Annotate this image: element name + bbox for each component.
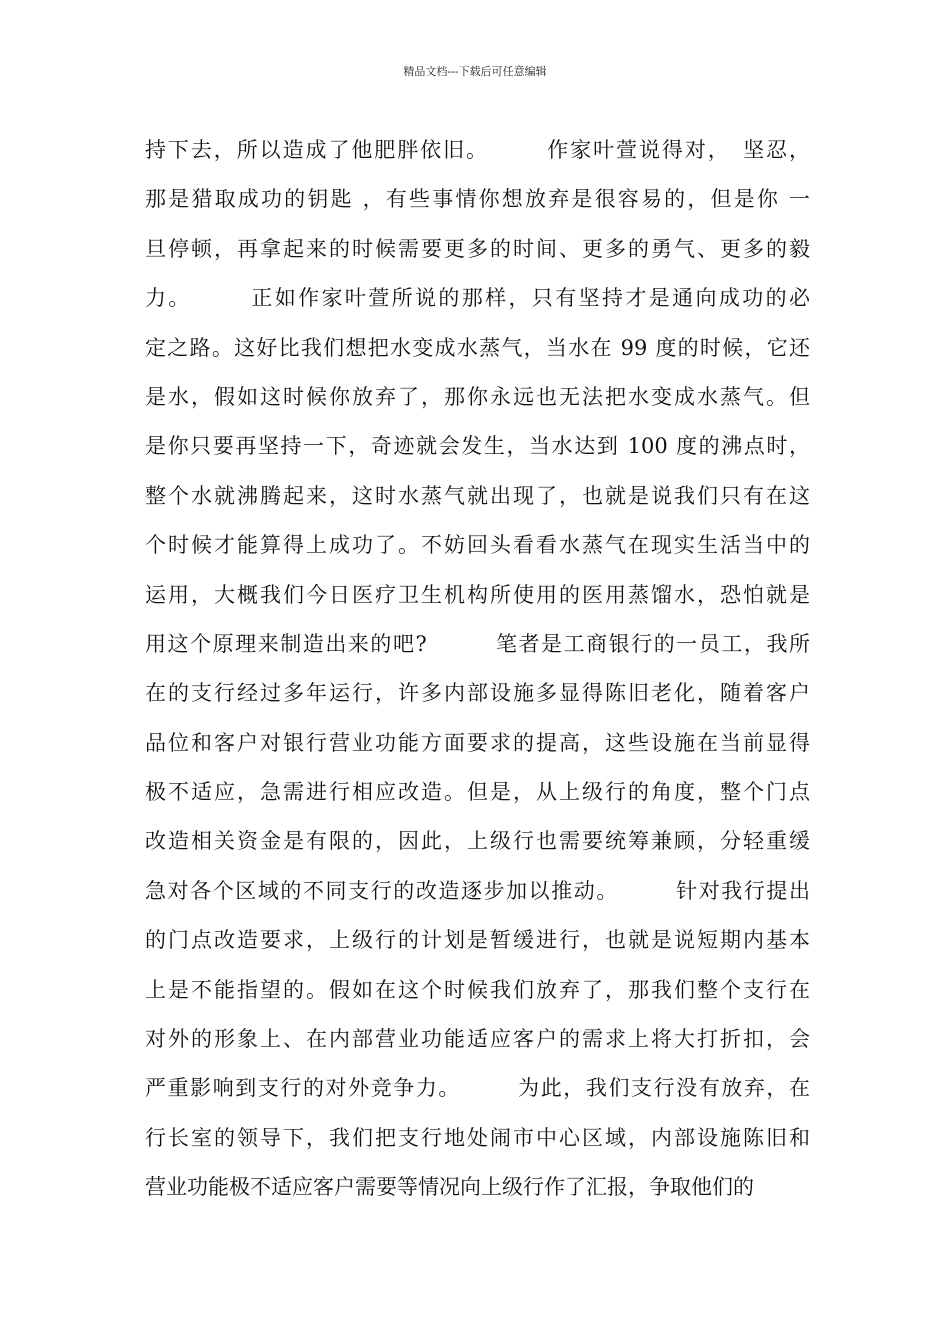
text-line-22: 营业功能极不适应客户需要等情况向上级行作了汇报，争取他们的 — [145, 1175, 754, 1200]
text-line-16: 急对各个区域的不同支行的改造逐步加以推动。 针对我行提出 — [145, 878, 810, 903]
text-line-9: 个时候才能算得上成功了。不妨回头看看水蒸气在现实生活当中的 — [145, 533, 810, 558]
text-line-8: 整个水就沸腾起来，这时水蒸气就出现了，也就是说我们只有在这 — [145, 483, 810, 508]
text-line-17: 的门点改造要求，上级行的计划是暂缓进行，也就是说短期内基本 — [145, 928, 810, 953]
text-line-21: 行长室的领导下，我们把支行地处闹市中心区域，内部设施陈旧和 — [145, 1125, 810, 1150]
text-line-3: 旦停顿，再拿起来的时候需要更多的时间、更多的勇气、更多的毅 — [145, 236, 810, 261]
text-line-13: 品位和客户对银行营业功能方面要求的提高，这些设施在当前显得 — [145, 730, 810, 755]
text-line-18: 上是不能指望的。假如在这个时候我们放弃了，那我们整个支行在 — [145, 977, 810, 1002]
text-line-19: 对外的形象上、在内部营业功能适应客户的需求上将大打折扣，会 — [145, 1027, 810, 1052]
text-line-4: 力。 正如作家叶萱所说的那样，只有坚持才是通向成功的必 — [145, 286, 810, 311]
text-line-5: 定之路。这好比我们想把水变成水蒸气，当水在 99 度的时候，它还 — [145, 335, 810, 360]
page-header: 精品文档---下载后可任意编辑 — [403, 65, 547, 78]
text-line-6: 是水，假如这时候你放弃了，那你永远也无法把水变成水蒸气。但 — [145, 384, 810, 409]
text-line-1: 持下去，所以造成了他肥胖依旧。 作家叶萱说得对， 坚忍， — [145, 138, 810, 162]
text-line-14: 极不适应，急需进行相应改造。但是，从上级行的角度，整个门点 — [145, 780, 810, 805]
text-line-10: 运用，大概我们今日医疗卫生机构所使用的医用蒸馏水，恐怕就是 — [145, 582, 810, 607]
text-line-11: 用这个原理来制造出来的吧? 笔者是工商银行的一员工，我所 — [145, 631, 810, 656]
body-text — [145, 128, 810, 1215]
text-line-20: 严重影响到支行的对外竞争力。 为此，我们支行没有放弃，在 — [145, 1076, 810, 1101]
text-line-15: 改造相关资金是有限的，因此，上级行也需要统筹兼顾，分轻重缓 — [145, 829, 810, 854]
text-line-7: 是你只要再坚持一下，奇迹就会发生，当水达到 100 度的沸点时， — [145, 434, 810, 459]
text-line-2: 那是猎取成功的钥匙 ，有些事情你想放弃是很容易的，但是你 一 — [145, 187, 810, 212]
text-line-12: 在的支行经过多年运行，许多内部设施多显得陈旧老化，随着客户 — [145, 681, 810, 706]
